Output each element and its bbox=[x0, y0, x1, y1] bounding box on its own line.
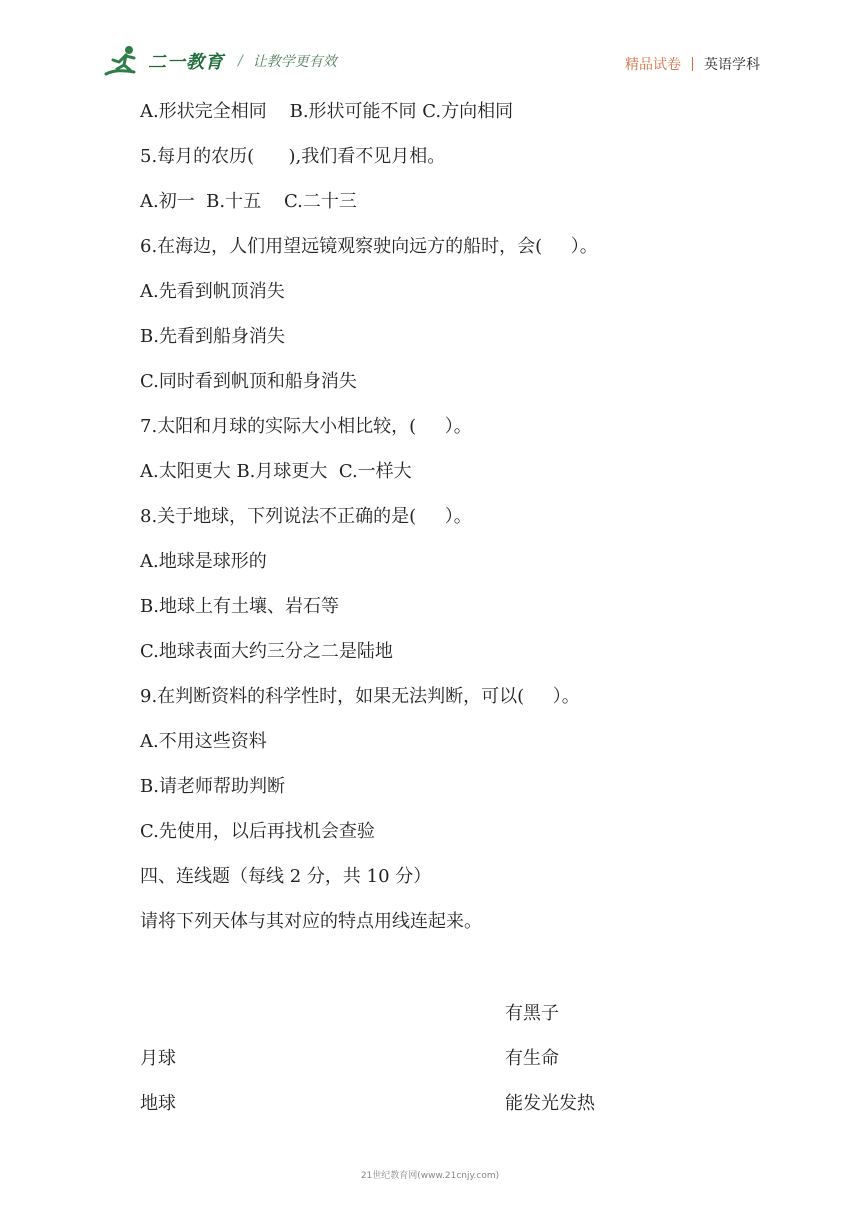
question-line: B.先看到船身消失 bbox=[140, 326, 285, 347]
question-line: B.请老师帮助判断 bbox=[140, 776, 285, 797]
question-line: 7.太阳和月球的实际大小相比较，( ）。 bbox=[140, 416, 472, 437]
question-line: A.不用这些资料 bbox=[140, 731, 267, 752]
question-line: 5.每月的农历( ),我们看不见月相。 bbox=[140, 146, 446, 167]
question-line: C.同时看到帆顶和船身消失 bbox=[140, 371, 357, 392]
matching-right-item: 有黑子 bbox=[505, 1003, 559, 1024]
header-tag: 精品试卷 bbox=[625, 57, 681, 73]
question-line: C.地球表面大约三分之二是陆地 bbox=[140, 641, 393, 662]
question-line: 9.在判断资料的科学性时，如果无法判断，可以( ）。 bbox=[140, 686, 580, 707]
question-line: 8.关于地球，下列说法不正确的是( ）。 bbox=[140, 506, 472, 527]
matching-left-item: 月球 bbox=[140, 1048, 176, 1069]
header-divider bbox=[692, 57, 693, 71]
section-heading: 四、连线题（每线 2 分，共 10 分） bbox=[140, 866, 432, 887]
question-content bbox=[140, 93, 760, 948]
brand-logo bbox=[104, 44, 337, 78]
question-line: A.地球是球形的 bbox=[140, 551, 267, 572]
question-line: A.太阳更大 B.月球更大 C.一样大 bbox=[140, 461, 412, 482]
matching-right-item: 能发光发热 bbox=[505, 1093, 595, 1114]
header-meta bbox=[625, 54, 760, 74]
question-line: B.地球上有土壤、岩石等 bbox=[140, 596, 339, 617]
page-footer: 21世纪教育网(www.21cnjy.com) bbox=[360, 1171, 500, 1181]
question-line: 6.在海边，人们用望远镜观察驶向远方的船时，会( ）。 bbox=[140, 236, 598, 257]
header-subject: 英语学科 bbox=[704, 57, 760, 73]
brand-name: 二一教育 bbox=[148, 52, 224, 73]
page-header bbox=[0, 0, 860, 100]
matching-left-item: 地球 bbox=[140, 1093, 176, 1114]
matching-section bbox=[140, 990, 760, 1130]
question-line: A.先看到帆顶消失 bbox=[140, 281, 285, 302]
brand-separator: / bbox=[238, 53, 243, 69]
running-figure-logo-icon bbox=[104, 44, 142, 78]
question-line: A.形状完全相同 B.形状可能不同 C.方向相同 bbox=[140, 101, 514, 122]
question-line: C.先使用，以后再找机会查验 bbox=[140, 821, 375, 842]
matching-right-item: 有生命 bbox=[505, 1048, 559, 1069]
instruction-line: 请将下列天体与其对应的特点用线连起来。 bbox=[140, 911, 482, 932]
question-line: A.初一 B.十五 C.二十三 bbox=[140, 191, 357, 212]
brand-slogan: 让教学更有效 bbox=[252, 54, 337, 70]
